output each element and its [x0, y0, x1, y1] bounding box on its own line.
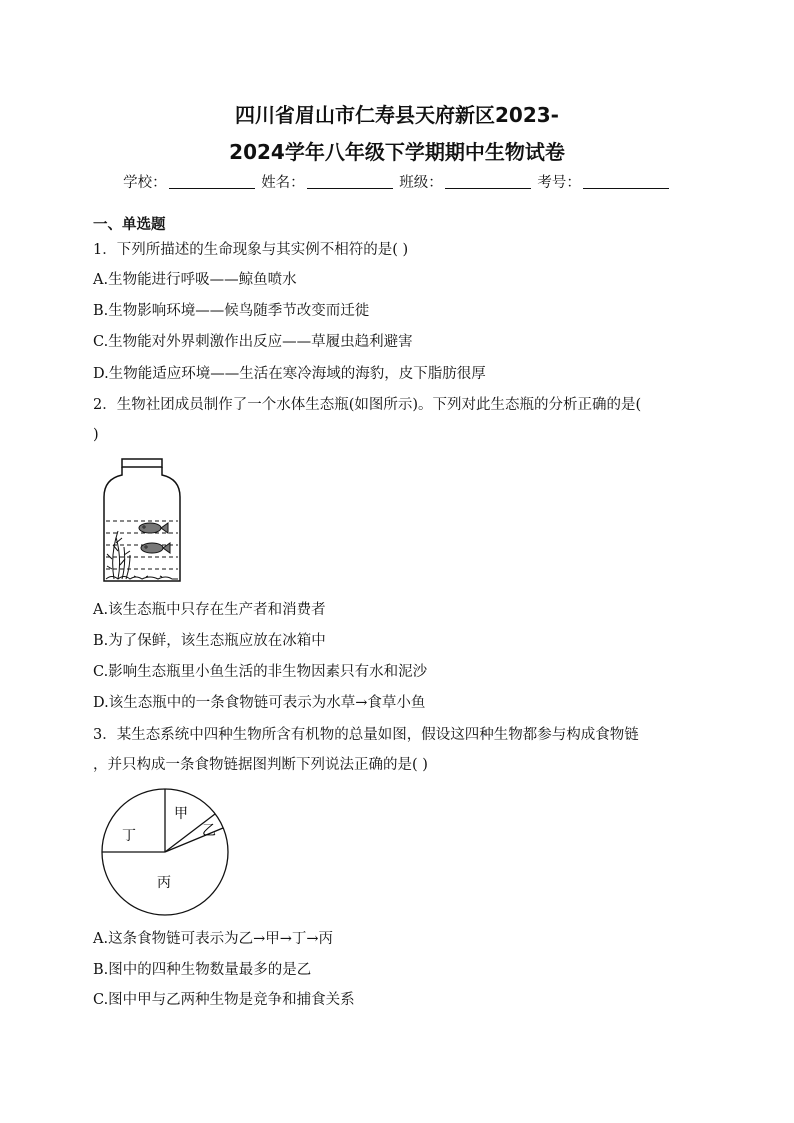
- student-info-row: [0, 171, 794, 192]
- q1-option-b: B.生物影响环境——候鸟随季节改变而迁徙: [93, 303, 370, 319]
- class-label: 班级：: [399, 175, 443, 191]
- exam-title-line1: 四川省眉山市仁寿县天府新区2023-: [235, 103, 559, 127]
- q2-option-a: A.该生态瓶中只存在生产者和消费者: [93, 602, 326, 618]
- q3-stem-cont: ，并只构成一条食物链据图判断下列说法正确的是( ): [93, 757, 428, 773]
- q2-option-c: C.影响生态瓶里小鱼生活的非生物因素只有水和泥沙: [93, 664, 428, 680]
- school-blank[interactable]: [169, 174, 255, 189]
- q1-option-d: D.生物能适应环境——生活在寒冷海域的海豹，皮下脂肪很厚: [93, 366, 486, 382]
- q2-option-d: D.该生态瓶中的一条食物链可表示为水草→食草小鱼: [93, 695, 426, 711]
- pie-label-ding: 丁: [122, 828, 136, 844]
- q1-option-c: C.生物能对外界刺激作出反应——草履虫趋利避害: [93, 334, 413, 350]
- exam-title-line2: 2024学年八年级下学期期中生物试卷: [229, 140, 565, 164]
- q3-option-c: C.图中甲与乙两种生物是竞争和捕食关系: [93, 992, 355, 1008]
- water-plant: [107, 531, 130, 579]
- sediment: [106, 577, 178, 580]
- q1-stem: 1．下列所描述的生命现象与其实例不相符的是( ): [93, 242, 409, 258]
- name-blank[interactable]: [307, 174, 393, 189]
- exam-number-blank[interactable]: [583, 174, 669, 189]
- class-blank[interactable]: [445, 174, 531, 189]
- q1-option-a: A.生物能进行呼吸——鲸鱼喷水: [93, 272, 297, 288]
- section-title: 一、单选题: [93, 217, 166, 233]
- q3-stem: 3．某生态系统中四种生物所含有机物的总量如图，假设这四种生物都参与构成食物链: [93, 727, 639, 743]
- q2-stem-cont: ): [93, 427, 99, 443]
- ecosystem-bottle-figure: [100, 455, 185, 585]
- school-label: 学校：: [123, 175, 167, 191]
- pie-label-bing: 丙: [157, 875, 171, 891]
- name-label: 姓名：: [261, 175, 305, 191]
- pie-label-jia: 甲: [174, 806, 188, 822]
- fish-icon: [139, 523, 168, 533]
- organic-matter-pie-chart: [98, 787, 232, 917]
- q2-stem: 2．生物社团成员制作了一个水体生态瓶(如图所示)。下列对此生态瓶的分析正确的是(: [93, 397, 642, 413]
- q3-option-b: B.图中的四种生物数量最多的是乙: [93, 962, 312, 978]
- exam-number-label: 考号：: [537, 175, 581, 191]
- q2-option-b: B.为了保鲜，该生态瓶应放在冰箱中: [93, 633, 326, 649]
- bottle-neck: [122, 459, 162, 467]
- bottle-body: [104, 467, 180, 581]
- q3-option-a: A.这条食物链可表示为乙→甲→丁→丙: [93, 931, 334, 947]
- pie-label-yi: 乙: [202, 823, 216, 839]
